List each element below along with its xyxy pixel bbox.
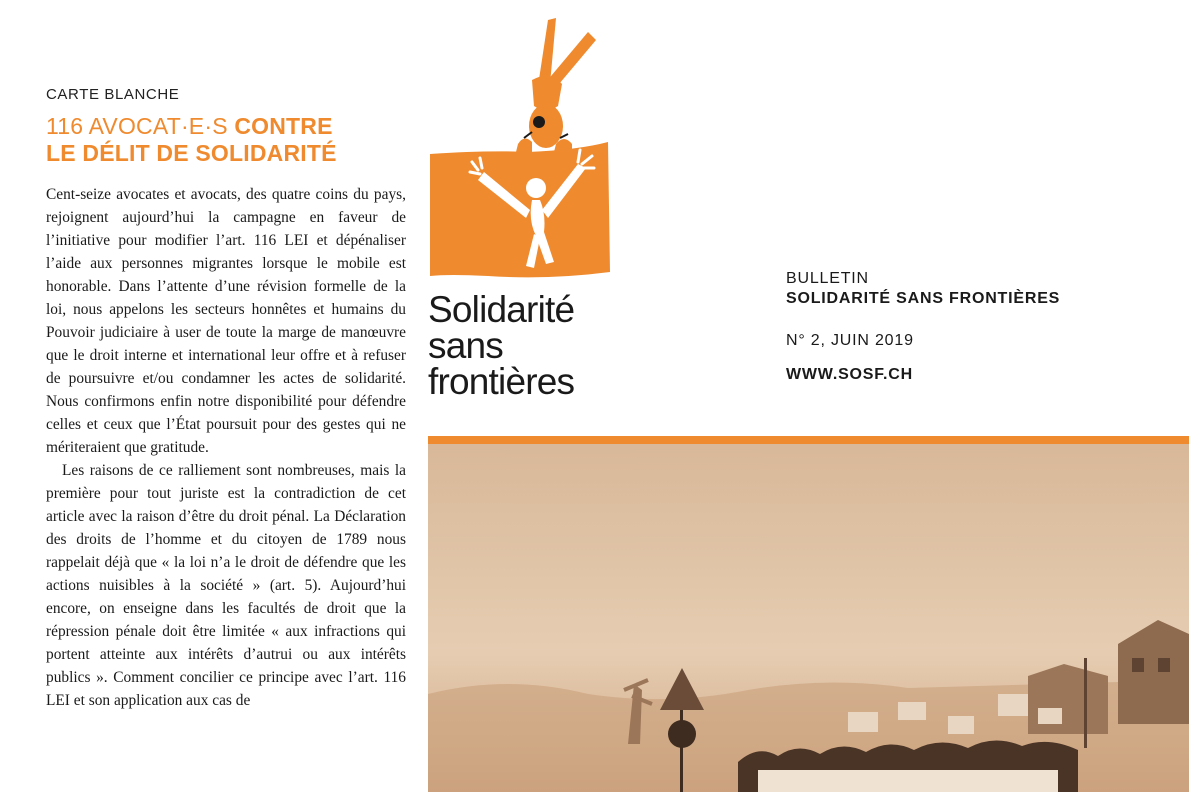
article-paragraph-1: Cent-seize avocates et avocats, des quatre coins du pays, rejoignent aujourd’hui la campagne en faveur de l’initiative pour modifier l’art. 116 LEI et dépénaliser l’aide aux personnes migrantes lorsque le mobile est honorable. Dans l’attente d’une révision formelle de la loi, nous appelons les secteurs honnêtes et humains du Pouvoir judiciaire à user de toute la marge de manœuvre que le droit interne et international leur offre et à refuser de poursuivre et/ou condamner les actes de solidarité. Nous confirmons enfin notre disponibilité pour défendre celles et ceux que l’État poursuit pour des gestes qui ne mériteraient que gratitude.: [46, 186, 406, 456]
headline-light: 116 AVOCAT·E·S: [46, 113, 235, 139]
bulletin-url[interactable]: WWW.SOSF.CH: [786, 366, 914, 383]
bulletin-info: [786, 270, 1060, 384]
cover-photo: [428, 444, 1189, 792]
bulletin-name: SOLIDARITÉ SANS FRONTIÈRES: [786, 290, 1061, 307]
logo-line-1: Solidarité: [428, 289, 575, 330]
article-headline: [46, 113, 406, 167]
article-paragraph-2: Les raisons de ce ralliement sont nombreuses, mais la première pour tout juriste est la contradiction de cet article avec la raison d’être du droit pénal. La Déclaration des droits de l’homme et du citoyen de 1789 nous rappelait déjà que « la loi n’a le droit de défendre que les actions nuisibles à la société » (art. 5). Aujourd’hui encore, on enseigne dans les facultés de droit que la répression pénale doit être limitée « aux infractions qui portent atteinte aux intérêts d’autrui ou aux intérêts publics ». Comment concilier ce principe avec l’art. 116 LEI et son application aux cas de: [46, 462, 406, 709]
headline-bold-2: LE DÉLIT DE SOLIDARITÉ: [46, 140, 337, 166]
logo-wordmark: [428, 289, 575, 402]
bulletin-label: BULLETIN: [786, 270, 869, 287]
logo-line-3: frontières: [428, 361, 575, 402]
article-column: [46, 86, 406, 712]
headline-bold-1: CONTRE: [234, 113, 333, 139]
article-kicker: CARTE BLANCHE: [46, 86, 180, 103]
bulletin-issue: N° 2, JUIN 2019: [786, 332, 914, 349]
logo-line-2: sans: [428, 325, 503, 366]
protest-photo-image: [428, 444, 1189, 792]
article-body: [46, 183, 406, 712]
orange-divider: [428, 436, 1189, 444]
